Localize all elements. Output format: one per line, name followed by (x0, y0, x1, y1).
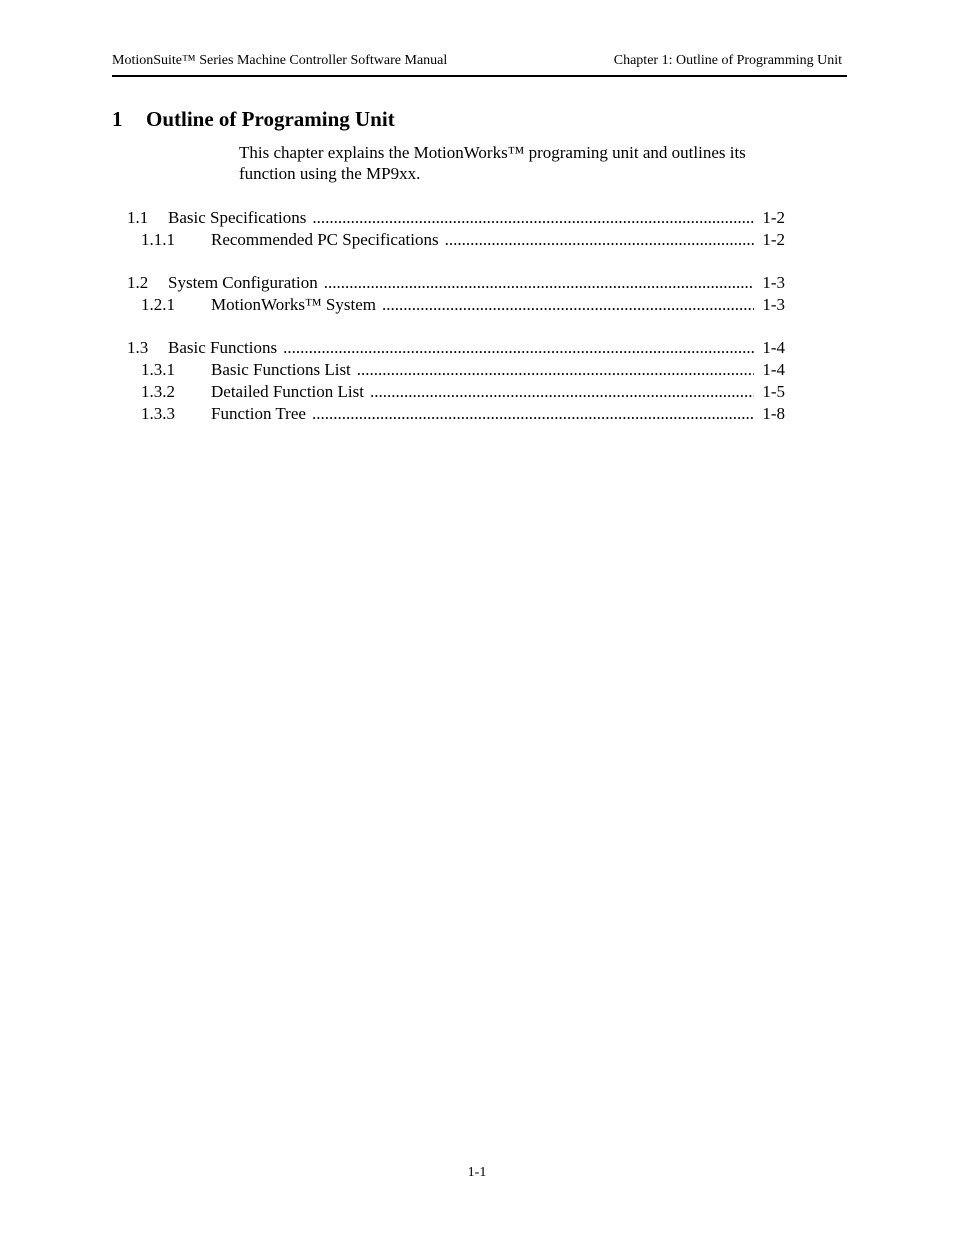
toc-number: 1.3 (127, 338, 149, 357)
chapter-intro (239, 142, 819, 184)
intro-line-2: function using the MP9xx. (239, 164, 421, 183)
toc-title: System Configuration (168, 273, 318, 292)
intro-line-1: This chapter explains the MotionWorks™ programing unit and outlines its (239, 143, 746, 162)
header-chapter-title: Chapter 1: Outline of Programming Unit (613, 53, 842, 68)
toc-title: Recommended PC Specifications (211, 230, 439, 249)
toc-entry-1-1[interactable] (0, 207, 954, 229)
toc-dots (382, 294, 754, 316)
toc-entry-1-3-2[interactable] (0, 381, 954, 403)
chapter-number: 1 (112, 107, 123, 131)
toc-dots (312, 207, 754, 229)
toc-page: 1-5 (762, 382, 785, 401)
toc-number: 1.1.1 (141, 230, 175, 249)
toc-page: 1-3 (762, 295, 785, 314)
toc-page: 1-2 (762, 230, 785, 249)
toc-number: 1.3.1 (141, 360, 175, 379)
toc-number: 1.3.3 (141, 404, 175, 423)
chapter-heading (112, 107, 395, 132)
toc-number: 1.2.1 (141, 295, 175, 314)
toc-leader (211, 403, 754, 425)
toc-title: Basic Functions (168, 338, 278, 357)
header-manual-title: MotionSuite™ Series Machine Controller Software Manual (112, 53, 448, 68)
toc-leader (168, 272, 754, 294)
page-footer (0, 1165, 954, 1181)
toc-dots (283, 337, 754, 359)
chapter-title: Outline of Programing Unit (146, 107, 395, 131)
toc-number: 1.1 (127, 208, 149, 227)
toc-dots (324, 272, 754, 294)
toc-dots (370, 381, 754, 403)
toc-dots (357, 359, 754, 381)
toc-dots (445, 229, 754, 251)
toc-entry-1-3-1[interactable] (0, 359, 954, 381)
toc-page: 1-2 (762, 208, 785, 227)
toc-title: Function Tree (211, 404, 306, 423)
toc-leader (168, 207, 754, 229)
toc-entry-1-2[interactable] (0, 272, 954, 294)
toc-page: 1-4 (762, 338, 785, 357)
toc-entry-1-1-1[interactable] (0, 229, 954, 251)
toc-title: Detailed Function List (211, 382, 364, 401)
toc-leader (211, 359, 754, 381)
page-number: 1-1 (467, 1165, 487, 1180)
toc-number: 1.3.2 (141, 382, 175, 401)
toc-leader (211, 381, 754, 403)
toc-page: 1-3 (762, 273, 785, 292)
toc-leader (211, 294, 754, 316)
toc-title: Basic Functions List (211, 360, 351, 379)
toc-entry-1-2-1[interactable] (0, 294, 954, 316)
toc-entry-1-3[interactable] (0, 337, 954, 359)
toc-number: 1.2 (127, 273, 149, 292)
toc-dots (312, 403, 754, 425)
toc-title: MotionWorks™ System (211, 295, 376, 314)
toc-page: 1-4 (762, 360, 785, 379)
toc-leader (168, 337, 754, 359)
toc-page: 1-8 (762, 404, 785, 423)
toc-title: Basic Specifications (168, 208, 307, 227)
toc-leader (211, 229, 754, 251)
page-header (112, 51, 847, 77)
toc-entry-1-3-3[interactable] (0, 403, 954, 425)
